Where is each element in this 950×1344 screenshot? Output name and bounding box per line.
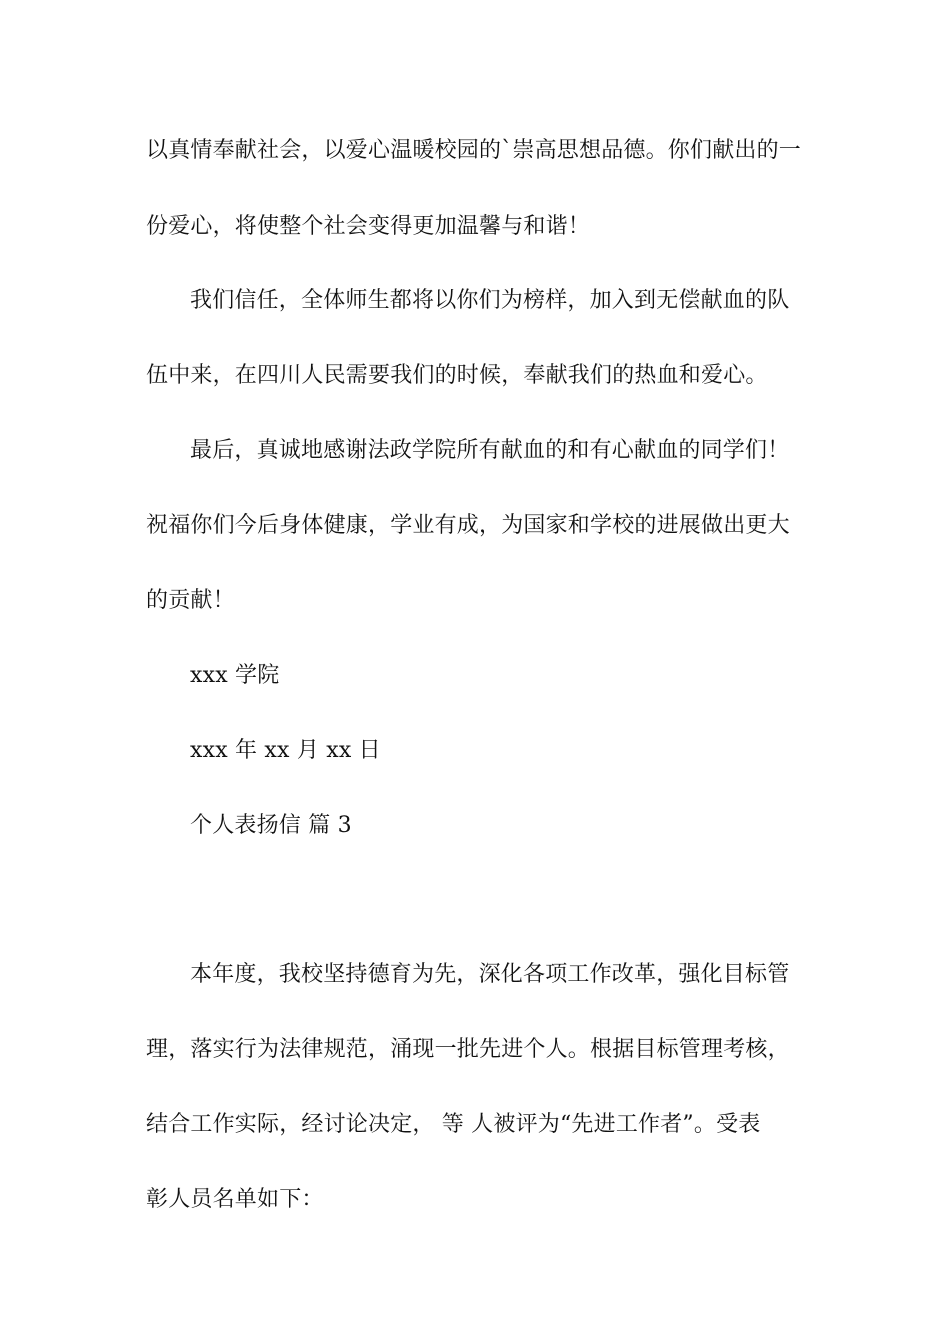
section-heading: 个人表扬信 篇 3 [190,813,352,838]
signature-date: xxx 年 xx 月 xx 日 [190,738,381,763]
paragraph-line: 结合工作实际，经讨论决定， 等 人被评为“先进工作者”。受表 [146,1112,761,1137]
paragraph-line: 彰人员名单如下： [146,1187,324,1212]
paragraph-line: 最后，真诚地感谢法政学院所有献血的和有心献血的同学们！ [190,438,790,463]
paragraph-line: 伍中来，在四川人民需要我们的时候，奉献我们的热血和爱心。 [146,363,768,388]
paragraph-line: 本年度，我校坚持德育为先，深化各项工作改革，强化目标管 [190,962,790,987]
paragraph-line: 祝福你们今后身体健康，学业有成，为国家和学校的进展做出更大 [146,513,790,538]
paragraph-line: 理，落实行为法律规范，涌现一批先进个人。根据目标管理考核， [146,1037,790,1062]
paragraph-line: 以真情奉献社会，以爱心温暖校园的`崇高思想品德。你们献出的一 [146,138,802,163]
paragraph-line: 的贡献！ [146,588,235,613]
paragraph-line: 我们信任，全体师生都将以你们为榜样，加入到无偿献血的队 [190,288,790,313]
paragraph-line: 份爱心，将使整个社会变得更加温馨与和谐！ [146,214,591,239]
signature-institution: xxx 学院 [190,663,280,688]
